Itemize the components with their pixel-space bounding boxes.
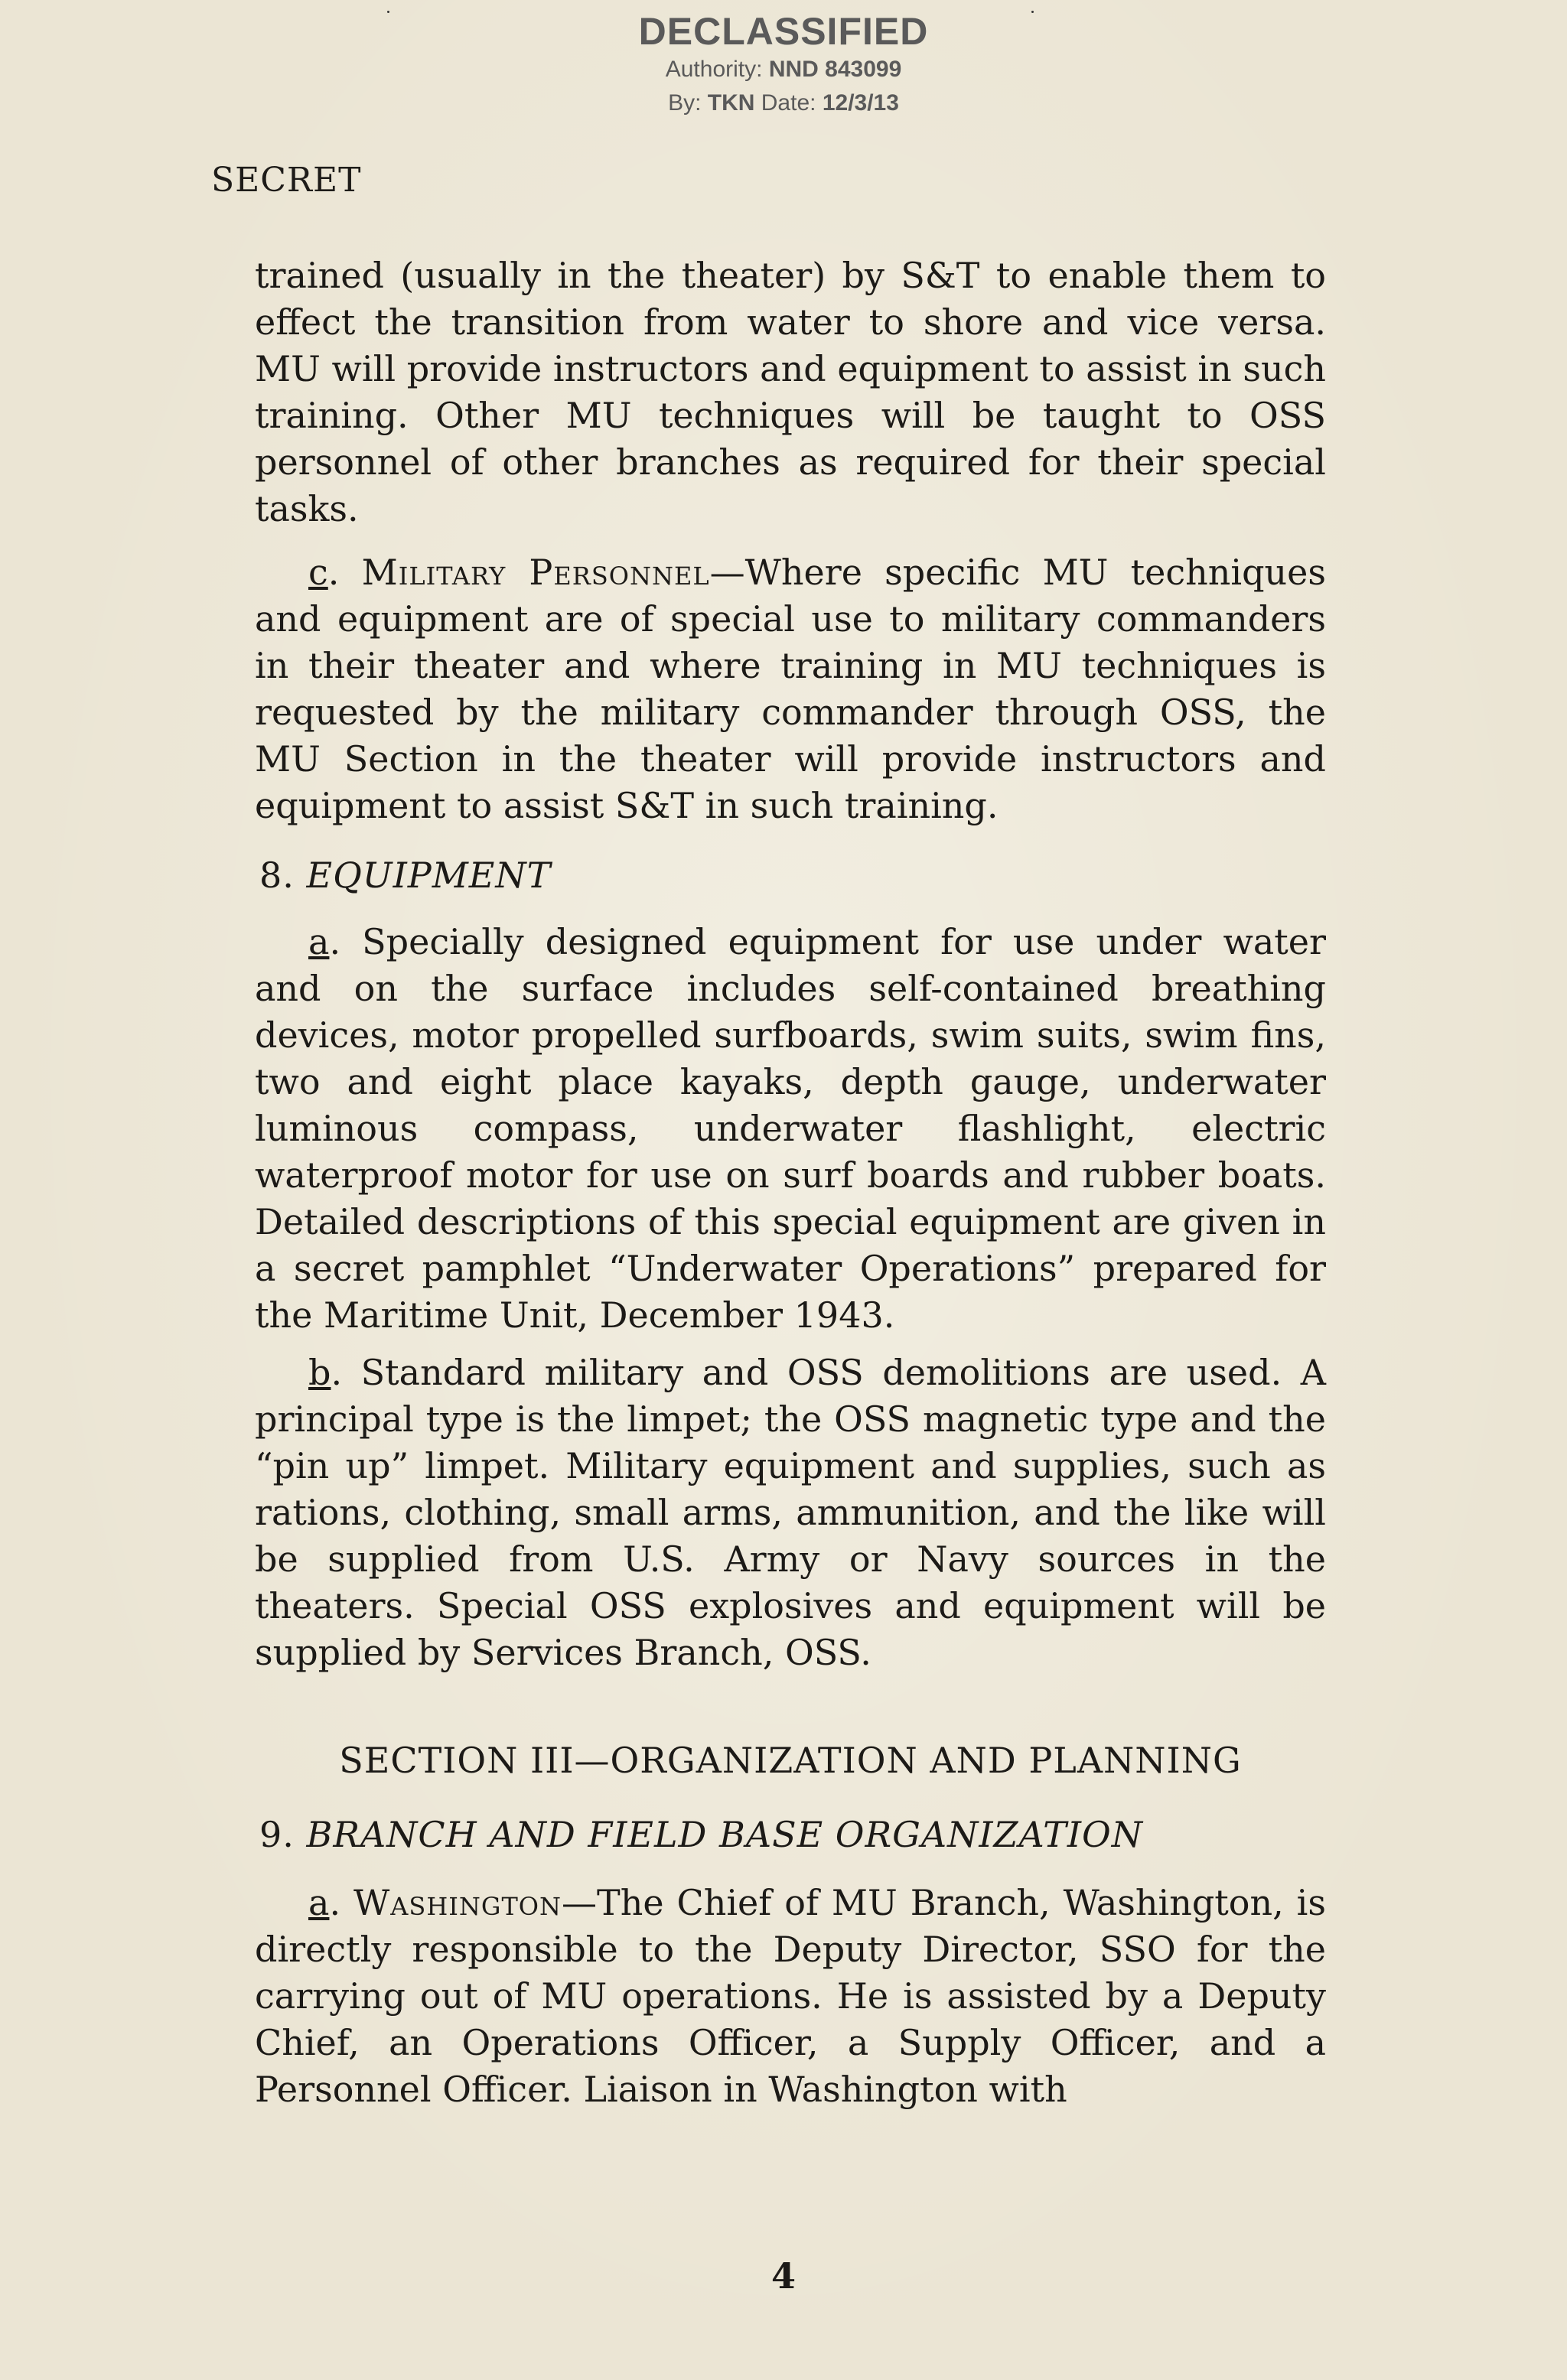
page-number: 4 [770,2255,796,2297]
paragraph-title: Military Personnel [361,552,710,593]
authority-label: Authority: [665,57,763,82]
date-value: 12/3/13 [822,90,899,116]
by-value: TKN [707,90,755,116]
declassified-authority [0,57,1567,83]
paragraph-text: . Specially designed equipment for use under water and on the surface includes self-contained breathing devices, motor propelled surfboards, swim suits, swim fins, two and eight place kayaks, depth gauge, underwater luminous compass, underwater flashlight, electric waterproof motor for use on surf boards and rubber boats. Detailed descriptions of this special equipment are given in a secret pamphlet “Underwater Operations” prepared for the Maritime Unit, December 1943. [255,921,1326,1336]
classification-marking: SECRET [211,161,362,200]
heading-title: BRANCH AND FIELD BASE ORGANIZATION [306,1814,1143,1855]
paragraph-text: —The Chief of MU Branch, Washington, is directly responsible to the Deputy Director, SSO for the carrying out of MU operations. He is assisted by a Deputy Chief, an Operations Officer, a Supply Officer, and a Personnel Officer. Liaison in Washington with [255,1882,1326,2110]
paragraph-9a: a. Washington—The Chief of MU Branch, Washington, is directly responsible to the Deputy Director, SSO for the carrying out of MU operations. He is assisted by a Deputy Chief, an Operations Officer, a Supply Officer, and a Personnel Officer. Liaison in Washington with [255,1882,1326,2110]
document-body [255,252,1326,2113]
paragraph-8b [255,1350,1326,1676]
heading-number: 8. [259,855,295,896]
paragraph-letter: a [308,921,330,962]
declassified-by-date [0,90,1567,116]
paragraph-letter: c [308,552,328,593]
date-label: Date: [761,90,816,116]
paragraph-text: . Standard military and OSS demolitions are used. A principal type is the limpet; the OSS magnetic type and the “pin up” limpet. Military equipment and supplies, such as rations, clothing, small arms, ammunition, and the like will be supplied from U.S. Army or Navy sources in the theaters. Special OSS explosives and equipment will be supplied by Services Branch, OSS. [255,1352,1326,1673]
authority-value: NND 843099 [768,57,902,82]
by-label: By: [668,90,702,116]
heading-number: 9. [259,1814,295,1855]
paragraph-text: —Where specific MU techniques and equipment are of special use to military commanders in their theater and where training in MU techniques is requested by the military commander through OSS, the MU Section in the theater will provide instructors and equipment to assist S&T in such training. [255,552,1326,826]
section-title: SECTION III—ORGANIZATION AND PLANNING [339,1740,1242,1781]
paragraph-letter: b [308,1352,331,1393]
heading-8 [259,852,1326,899]
heading-title: EQUIPMENT [306,855,552,896]
paragraph-8a [255,919,1326,1339]
heading-9 [259,1812,1326,1858]
paragraph-7c: c. Military Personnel—Where specific MU techniques and equipment are of special use to military commanders in their theater and where training in MU techniques is requested by the military commander through OSS, the MU Section in the theater will provide instructors and equipment to assist S&T in such training. [255,552,1326,826]
declassified-stamp-title: DECLASSIFIED [638,10,929,53]
paragraph-letter: a [308,1882,330,1923]
paragraph-training-continued: trained (usually in the theater) by S&T to enable them to effect the transition from water to shore and vice versa. MU will provide instructors and equipment to assist in such training. Other MU techniques will be taught to OSS personnel of other branches as required for their special tasks. [255,255,1326,529]
paragraph-title: Washington [353,1882,562,1923]
